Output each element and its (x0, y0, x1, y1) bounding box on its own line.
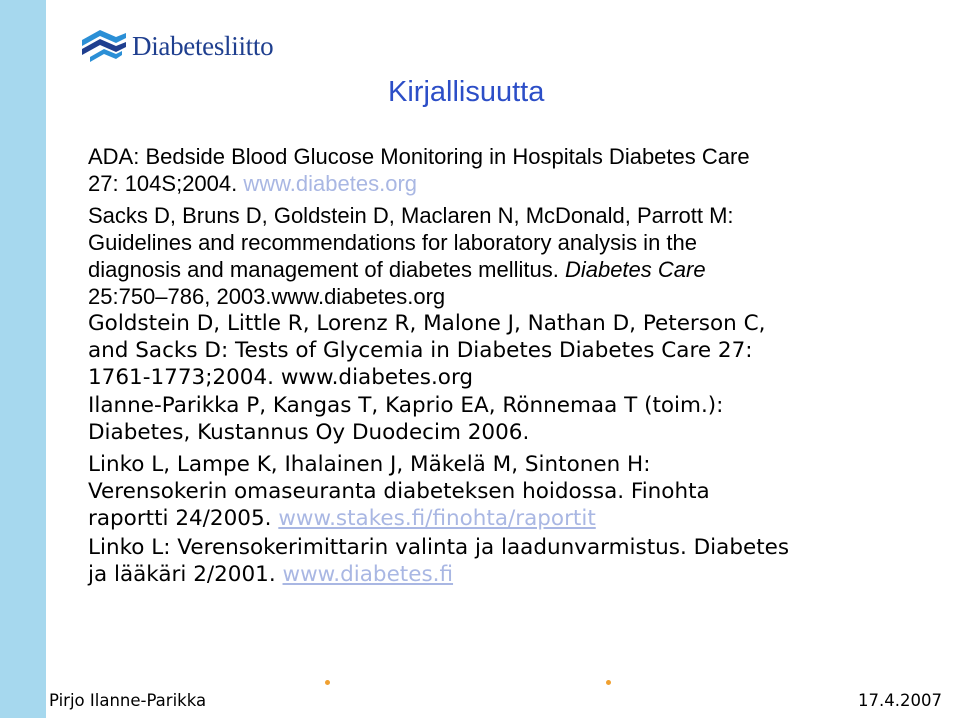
reference-ada (88, 143, 750, 197)
logo-mark-icon (80, 26, 128, 66)
logo (80, 26, 273, 66)
reference-line: ADA: Bedside Blood Glucose Monitoring in Hospitals Diabetes Care (88, 144, 750, 169)
link-diabetes-org[interactable]: www.diabetes.org (243, 171, 418, 196)
link-diabetes-fi[interactable]: www.diabetes.fi (282, 562, 454, 587)
reference-line (88, 561, 789, 588)
reference-line: and Sacks D: Tests of Glycemia in Diabetes Diabetes Care 27: (88, 338, 753, 363)
reference-line: 1761-1773;2004. www.diabetes.org (88, 365, 474, 390)
reference-linko (88, 534, 789, 588)
reference-goldstein (88, 310, 765, 391)
reference-line: Goldstein D, Little R, Lorenz R, Malone J, Nathan D, Peterson C, (88, 311, 766, 336)
reference-text: 27: 104S;2004. (88, 171, 244, 196)
reference-line: Linko L: Verensokerimittarin valinta ja laadunvarmistus. Diabetes (88, 535, 790, 560)
reference-line: Sacks D, Bruns D, Goldstein D, Maclaren N, McDonald, Parrott M: (88, 203, 734, 228)
reference-line: Linko L, Lampe K, Ihalainen J, Mäkelä M, Sintonen H: (88, 452, 651, 477)
reference-text: ja lääkäri 2/2001. (88, 562, 283, 587)
reference-ilanne-parikka (88, 392, 723, 446)
link-stakes-finohta[interactable]: www.stakes.fi/finohta/raportit (278, 506, 596, 531)
page-title: Kirjallisuutta (388, 76, 545, 108)
footer-date: 17.4.2007 (858, 691, 942, 710)
side-accent-bar (0, 0, 46, 718)
reference-text: diagnosis and management of diabetes mellitus. (88, 257, 565, 282)
journal-name: Diabetes Care (564, 257, 706, 282)
footer-dot (606, 680, 611, 685)
reference-line: 25:750–786, 2003.www.diabetes.org (88, 284, 446, 309)
footer-author: Pirjo Ilanne-Parikka (49, 691, 207, 710)
logo-text: Diabetesliitto (132, 30, 274, 61)
reference-line: Diabetes, Kustannus Oy Duodecim 2006. (88, 420, 530, 445)
reference-text: raportti 24/2005. (88, 506, 279, 531)
reference-line (88, 170, 750, 197)
reference-line: Ilanne-Parikka P, Kangas T, Kaprio EA, Rönnemaa T (toim.): (88, 393, 724, 418)
reference-line (88, 256, 734, 283)
reference-linko-lampe (88, 451, 710, 532)
reference-line: Guidelines and recommendations for laboratory analysis in the (88, 230, 697, 255)
reference-line (88, 505, 710, 532)
footer-dot (325, 680, 330, 685)
reference-sacks (88, 202, 734, 310)
reference-line: Verensokerin omaseuranta diabeteksen hoidossa. Finohta (88, 479, 710, 504)
